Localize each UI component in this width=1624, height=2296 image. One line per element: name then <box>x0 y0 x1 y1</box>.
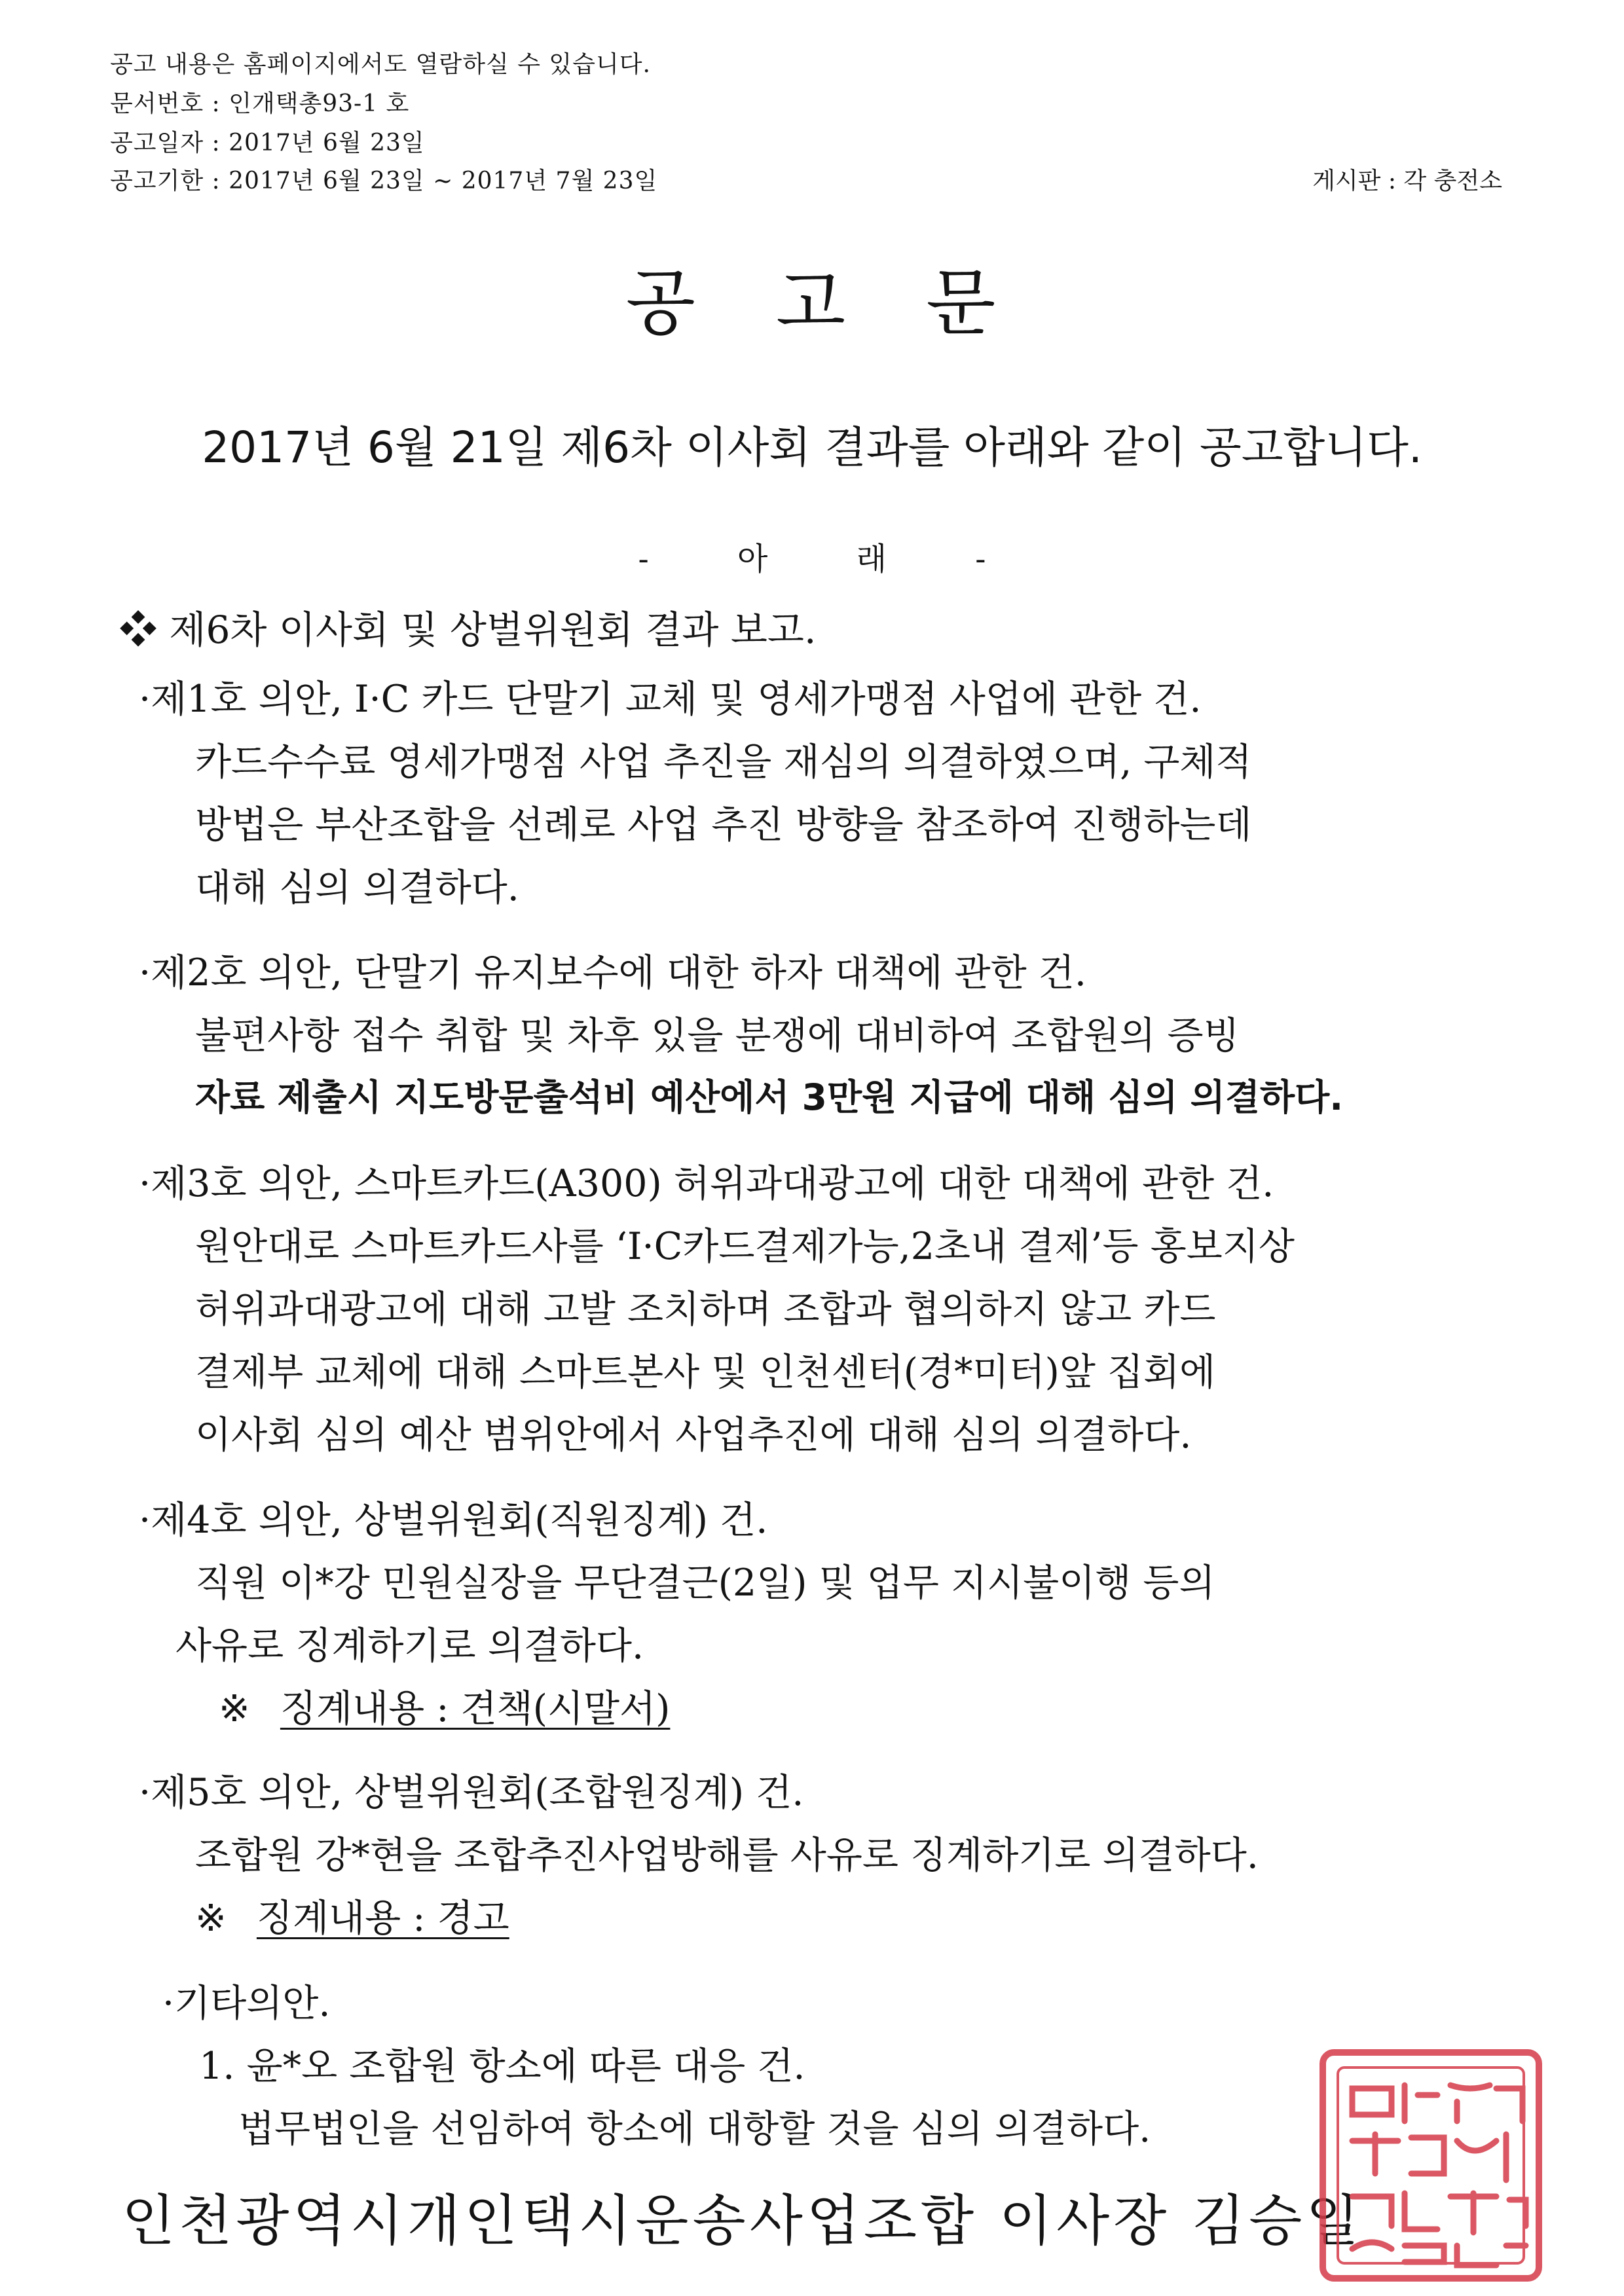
item-3-line: 결제부 교체에 대해 스마트본사 및 인천센터(경*미터)앞 집회에 <box>195 1351 1216 1394</box>
item-5-note-text: 징계내용 : 경고 <box>256 1897 509 1940</box>
item-5-note <box>195 1888 509 1942</box>
notice-date: 공고일자 : 2017년 6월 23일 <box>110 130 425 156</box>
item-6-line: 법무법인을 선임하여 항소에 대항할 것을 심의 의결하다. <box>238 2107 1151 2151</box>
item-2-line-bold: 자료 제출시 지도방문출석비 예산에서 3만원 지급에 대해 심의 의결하다. <box>195 1076 1344 1118</box>
doc-number: 문서번호 : 인개택총93-1 호 <box>110 90 410 117</box>
note-mark: ※ <box>195 1897 227 1940</box>
item-1-line: 방법은 부산조합을 선례로 사업 추진 방향을 참조하여 진행하는데 <box>195 803 1252 847</box>
item-4-note <box>219 1679 670 1732</box>
seal-glyph-pattern <box>1326 2056 1549 2288</box>
item-4-line: 직원 이*강 민원실장을 무단결근(2일) 및 업무 지시불이행 등의 <box>195 1561 1215 1605</box>
item-6-line: 1. 윤*오 조합원 항소에 따른 대응 건. <box>199 2045 805 2088</box>
item-4-line: 사유로 징계하기로 의결하다. <box>175 1624 644 1667</box>
item-1-heading: ·제1호 의안, I·C 카드 단말기 교체 및 영세가맹점 사업에 관한 건. <box>139 678 1202 721</box>
item-1-line: 대해 심의 의결하다. <box>195 866 519 909</box>
item-1-line: 카드수수료 영세가맹점 사업 추진을 재심의 의결하였으며, 구체적 <box>195 740 1252 784</box>
headline: 2017년 6월 21일 제6차 이사회 결과를 아래와 같이 공고합니다. <box>202 422 1422 473</box>
signature: 인천광역시개인택시운송사업조합 이사장 김승일 <box>122 2189 1363 2253</box>
item-2-heading: ·제2호 의안, 단말기 유지보수에 대한 하자 대책에 관한 건. <box>139 951 1086 994</box>
item-4-heading: ·제4호 의안, 상벌위원회(직원징계) 건. <box>139 1499 768 1542</box>
item-3-line: 허위과대광고에 대해 고발 조치하며 조합과 협의하지 않고 카드 <box>195 1288 1216 1331</box>
document-title: 공 고 문 <box>625 261 999 345</box>
item-2-line: 불편사항 접수 취합 및 차후 있을 분쟁에 대비하여 조합원의 증빙 <box>195 1014 1240 1057</box>
note-mark: ※ <box>219 1687 250 1730</box>
item-3-heading: ·제3호 의안, 스마트카드(A300) 허위과대광고에 대한 대책에 관한 건. <box>139 1162 1274 1205</box>
item-6-heading: ·기타의안. <box>162 1982 331 2025</box>
notice-period: 공고기한 : 2017년 6월 23일 ~ 2017년 7월 23일 <box>110 168 658 194</box>
item-3-line: 원안대로 스마트카드사를 ‘I·C카드결제가능,2초내 결제’등 홍보지상 <box>195 1225 1295 1268</box>
item-4-note-text: 징계내용 : 견책(시말서) <box>280 1687 671 1730</box>
arae-label: - 아 래 - <box>638 541 986 577</box>
item-5-line: 조합원 강*현을 조합추진사업방해를 사유로 징계하기로 의결하다. <box>195 1834 1259 1877</box>
item-3-line: 이사회 심의 예산 범위안에서 사업추진에 대해 심의 의결하다. <box>195 1413 1192 1457</box>
board-text: 게시판 : 각 충전소 <box>1312 168 1502 194</box>
item-5-heading: ·제5호 의안, 상벌위원회(조합원징계) 건. <box>139 1771 804 1814</box>
section-title: ❖ 제6차 이사회 및 상벌위원회 결과 보고. <box>119 608 817 652</box>
official-seal-stamp <box>1320 2049 1542 2282</box>
notice-web-text: 공고 내용은 홈페이지에서도 열람하실 수 있습니다. <box>110 51 651 78</box>
